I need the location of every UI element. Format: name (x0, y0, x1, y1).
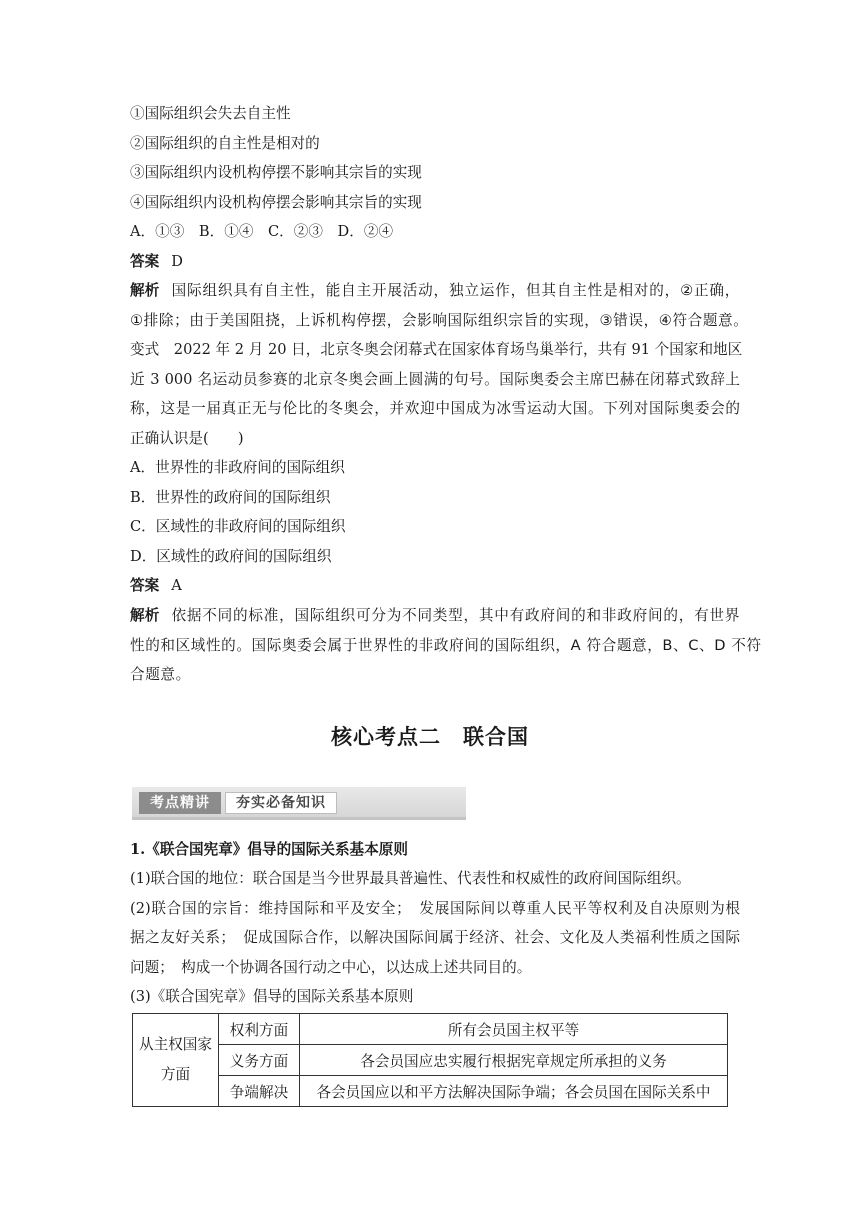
answer-value: A (171, 577, 182, 594)
knowledge-paragraph-2-line: (2)联合国的宗旨：维持国际和平及安全； 发展国际间以尊重人民平等权利及自决原则为根 (130, 900, 740, 917)
analysis-line-2: 性的和区域性的。国际奥委会属于世界性的非政府间的国际组织，A 符合题意，B、C、D 不符 (130, 637, 762, 654)
analysis-text: 依据不同的标准，国际组织可分为不同类型，其中有政府间的和非政府间的，有世界 (171, 607, 740, 624)
question-stem-line: 正确认识是( ) (130, 430, 244, 447)
choice-a: A．世界性的非政府间的国际组织 (130, 459, 345, 476)
row-group-cell: 从主权国家方面 (133, 1014, 219, 1107)
analysis-label: 解析 (130, 282, 160, 299)
table-row (133, 1045, 728, 1076)
answer-choices: A．①③ B．①④ C．②③ D．②④ (130, 223, 394, 240)
analysis-text: 国际组织具有自主性，能自主开展活动，独立运作，但其自主性是相对的，②正确， (171, 282, 740, 299)
analysis-line-1 (130, 606, 740, 626)
analysis-line-1 (130, 281, 740, 301)
aspect-cell: 义务方面 (219, 1045, 300, 1076)
knowledge-paragraph-2-line: 据之友好关系； 促成国际合作，以解决国际间属于经济、社会、文化及人类福利性质之国际 (130, 929, 740, 946)
content-cell: 各会员国应以和平方法解决国际争端；各会员国在国际关系中 (300, 1076, 728, 1107)
choice-d: D．区域性的政府间的国际组织 (130, 548, 332, 565)
analysis-line-2: ①排除；由于美国阻挠，上诉机构停摆，会影响国际组织宗旨的实现，③错误，④符合题意。 (130, 312, 749, 329)
banner-tag: 考点精讲 (139, 792, 221, 814)
knowledge-heading: 1.《联合国宪章》倡导的国际关系基本原则 (130, 841, 408, 858)
question-stem-line: 变式 2022 年 2 月 20 日，北京冬奥会闭幕式在国家体育场鸟巢举行，共有 91 个国家和地区 (130, 341, 743, 358)
content-cell: 所有会员国主权平等 (300, 1014, 728, 1045)
analysis-line-3: 合题意。 (130, 666, 191, 683)
knowledge-paragraph-1: (1)联合国的地位：联合国是当今世界最具普遍性、代表性和权威性的政府间国际组织。 (130, 870, 691, 887)
question-stem-line: 称，这是一届真正无与伦比的冬奥会，并欢迎中国成为冰雪运动大国。下列对国际奥委会的 (130, 400, 740, 417)
table-row (133, 1014, 728, 1045)
option-4: ④国际组织内设机构停摆会影响其宗旨的实现 (130, 194, 422, 211)
option-2: ②国际组织的自主性是相对的 (130, 135, 320, 152)
knowledge-paragraph-3: (3)《联合国宪章》倡导的国际关系基本原则 (130, 988, 414, 1005)
option-3: ③国际组织内设机构停摆不影响其宗旨的实现 (130, 164, 422, 181)
aspect-cell: 争端解决 (219, 1076, 300, 1107)
analysis-label: 解析 (130, 607, 160, 624)
choice-c: C．区域性的非政府间的国际组织 (130, 518, 346, 535)
choice-b: B．世界性的政府间的国际组织 (130, 489, 331, 506)
answer-line (130, 252, 740, 272)
knowledge-paragraph-2-line: 问题； 构成一个协调各国行动之中心，以达成上述共同目的。 (130, 959, 532, 976)
answer-line (130, 576, 740, 596)
option-1: ①国际组织会失去自主性 (130, 105, 291, 122)
aspect-cell: 权利方面 (219, 1014, 300, 1045)
principles-table (132, 1013, 728, 1107)
answer-value: D (171, 253, 183, 270)
section-banner (132, 787, 466, 820)
answer-label: 答案 (130, 577, 160, 594)
answer-label: 答案 (130, 253, 160, 270)
content-cell: 各会员国应忠实履行根据宪章规定所承担的义务 (300, 1045, 728, 1076)
banner-subtitle: 夯实必备知识 (225, 792, 337, 814)
section-title: 核心考点二 联合国 (331, 725, 529, 749)
table-row (133, 1076, 728, 1107)
question-stem-line: 近 3 000 名运动员参赛的北京冬奥会画上圆满的句号。国际奥委会主席巴赫在闭幕式致辞上 (130, 371, 740, 388)
